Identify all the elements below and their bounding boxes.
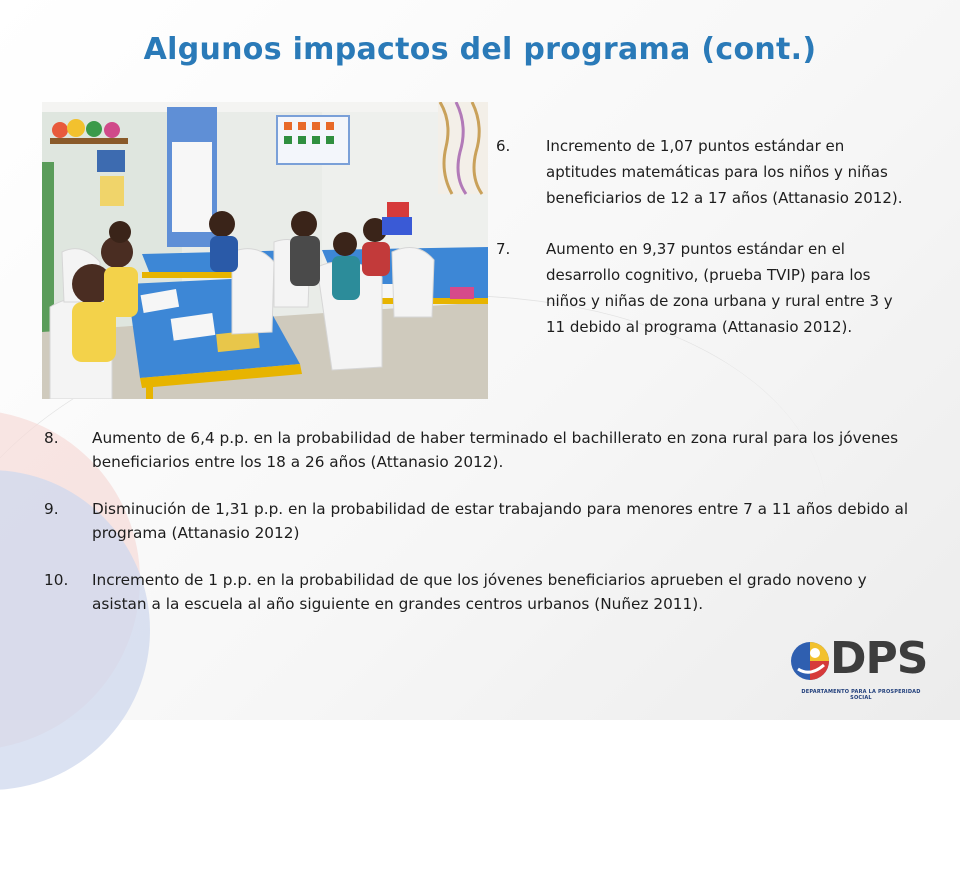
item-text: Aumento en 9,37 puntos estándar en el desarrollo cognitivo, (prueba TVIP) para los niños y niñas de zona urbana y rural entre 3 y 11 debido al programa (Attanasio 2012). [546, 240, 893, 336]
item-text: Disminución de 1,31 p.p. en la probabilidad de estar trabajando para menores entre 7 a 11 años debido al programa (Attanasio 2012) [92, 500, 909, 542]
impacts-list-right [496, 133, 908, 365]
item-number: 6. [496, 137, 511, 155]
item-text: Incremento de 1 p.p. en la probabilidad de que los jóvenes beneficiarios aprueben el grado noveno y asistan a la escuela al año siguiente en grandes centros urbanos (Nuñez 2011). [92, 571, 867, 613]
list-item [496, 133, 908, 211]
impacts-list-bottom [44, 426, 924, 639]
list-item [44, 426, 924, 474]
dps-emblem-icon [790, 639, 832, 683]
item-text: Aumento de 6,4 p.p. en la probabilidad de haber terminado el bachillerato en zona rural para los jóvenes beneficiarios entre los 18 a 26 años (Attanasio 2012). [92, 429, 899, 471]
slide-title: Algunos impactos del programa (cont.) [143, 32, 817, 67]
item-text: Incremento de 1,07 puntos estándar en aptitudes matemáticas para los niños y niñas beneficiarios de 12 a 17 años (Attanasio 2012). [546, 137, 903, 207]
item-number: 7. [496, 240, 511, 258]
classroom-photo [42, 102, 488, 399]
list-item [44, 568, 924, 616]
item-number: 10. [44, 571, 69, 589]
list-item [496, 236, 908, 340]
dps-logo [790, 633, 932, 709]
item-number: 8. [44, 429, 59, 447]
logo-wordmark: DPS [830, 633, 928, 684]
list-item [44, 497, 924, 545]
logo-subtitle: DEPARTAMENTO PARA LA PROSPERIDAD SOCIAL [801, 689, 921, 701]
item-number: 9. [44, 500, 59, 518]
